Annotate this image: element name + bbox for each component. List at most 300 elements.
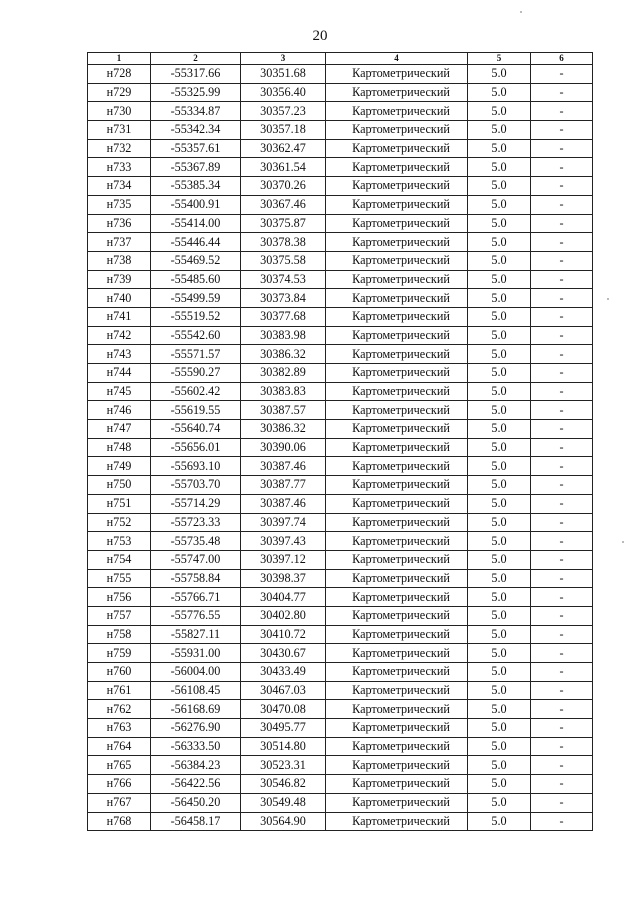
point-id-cell: н743: [88, 345, 151, 364]
table-row: [88, 681, 593, 700]
x-coordinate-cell: -56422.56: [151, 775, 241, 794]
y-coordinate-cell: 30523.31: [241, 756, 326, 775]
y-coordinate-cell: 30373.84: [241, 289, 326, 308]
point-id-cell: н768: [88, 812, 151, 831]
x-coordinate-cell: -55827.11: [151, 625, 241, 644]
y-coordinate-cell: 30383.83: [241, 382, 326, 401]
y-coordinate-cell: 30386.32: [241, 345, 326, 364]
accuracy-cell: 5.0: [468, 139, 531, 158]
note-cell: -: [531, 83, 593, 102]
x-coordinate-cell: -55693.10: [151, 457, 241, 476]
accuracy-cell: 5.0: [468, 289, 531, 308]
page-number: 20: [312, 28, 328, 44]
y-coordinate-cell: 30370.26: [241, 177, 326, 196]
y-coordinate-cell: 30378.38: [241, 233, 326, 252]
accuracy-cell: 5.0: [468, 177, 531, 196]
point-id-cell: н732: [88, 139, 151, 158]
y-coordinate-cell: 30356.40: [241, 83, 326, 102]
point-id-cell: н733: [88, 158, 151, 177]
x-coordinate-cell: -56168.69: [151, 700, 241, 719]
y-coordinate-cell: 30398.37: [241, 569, 326, 588]
accuracy-cell: 5.0: [468, 195, 531, 214]
x-coordinate-cell: -55723.33: [151, 513, 241, 532]
column-header: 4: [326, 53, 468, 65]
table-row: [88, 289, 593, 308]
method-cell: Картометрический: [326, 65, 468, 84]
x-coordinate-cell: -55747.00: [151, 550, 241, 569]
note-cell: -: [531, 233, 593, 252]
method-cell: Картометрический: [326, 83, 468, 102]
x-coordinate-cell: -55590.27: [151, 364, 241, 383]
point-id-cell: н751: [88, 494, 151, 513]
note-cell: -: [531, 719, 593, 738]
method-cell: Картометрический: [326, 737, 468, 756]
note-cell: -: [531, 139, 593, 158]
note-cell: -: [531, 214, 593, 233]
note-cell: -: [531, 606, 593, 625]
note-cell: -: [531, 569, 593, 588]
point-id-cell: н736: [88, 214, 151, 233]
method-cell: Картометрический: [326, 121, 468, 140]
method-cell: Картометрический: [326, 401, 468, 420]
x-coordinate-cell: -55735.48: [151, 532, 241, 551]
accuracy-cell: 5.0: [468, 606, 531, 625]
point-id-cell: н754: [88, 550, 151, 569]
note-cell: -: [531, 513, 593, 532]
note-cell: -: [531, 345, 593, 364]
x-coordinate-cell: -55342.34: [151, 121, 241, 140]
note-cell: -: [531, 289, 593, 308]
x-coordinate-cell: -55499.59: [151, 289, 241, 308]
method-cell: Картометрический: [326, 663, 468, 682]
note-cell: -: [531, 121, 593, 140]
x-coordinate-cell: -55542.60: [151, 326, 241, 345]
method-cell: Картометрический: [326, 420, 468, 439]
column-header: 5: [468, 53, 531, 65]
accuracy-cell: 5.0: [468, 401, 531, 420]
accuracy-cell: 5.0: [468, 476, 531, 495]
point-id-cell: н744: [88, 364, 151, 383]
method-cell: Картометрический: [326, 719, 468, 738]
note-cell: -: [531, 775, 593, 794]
note-cell: -: [531, 756, 593, 775]
table-row: [88, 606, 593, 625]
table-row: [88, 139, 593, 158]
y-coordinate-cell: 30357.18: [241, 121, 326, 140]
table-row: [88, 756, 593, 775]
point-id-cell: н738: [88, 251, 151, 270]
y-coordinate-cell: 30387.77: [241, 476, 326, 495]
point-id-cell: н756: [88, 588, 151, 607]
column-header: 3: [241, 53, 326, 65]
table-row: [88, 438, 593, 457]
x-coordinate-cell: -55619.55: [151, 401, 241, 420]
table-row: [88, 121, 593, 140]
table-row: [88, 307, 593, 326]
method-cell: Картометрический: [326, 364, 468, 383]
note-cell: -: [531, 270, 593, 289]
point-id-cell: н749: [88, 457, 151, 476]
accuracy-cell: 5.0: [468, 251, 531, 270]
y-coordinate-cell: 30387.57: [241, 401, 326, 420]
accuracy-cell: 5.0: [468, 550, 531, 569]
method-cell: Картометрический: [326, 382, 468, 401]
method-cell: Картометрический: [326, 270, 468, 289]
column-header: 6: [531, 53, 593, 65]
x-coordinate-cell: -55414.00: [151, 214, 241, 233]
y-coordinate-cell: 30549.48: [241, 793, 326, 812]
x-coordinate-cell: -55519.52: [151, 307, 241, 326]
method-cell: Картометрический: [326, 775, 468, 794]
table-row: [88, 588, 593, 607]
table-row: [88, 793, 593, 812]
x-coordinate-cell: -56333.50: [151, 737, 241, 756]
x-coordinate-cell: -55385.34: [151, 177, 241, 196]
y-coordinate-cell: 30514.80: [241, 737, 326, 756]
table-row: [88, 700, 593, 719]
accuracy-cell: 5.0: [468, 307, 531, 326]
note-cell: -: [531, 420, 593, 439]
method-cell: Картометрический: [326, 625, 468, 644]
point-id-cell: н766: [88, 775, 151, 794]
y-coordinate-cell: 30362.47: [241, 139, 326, 158]
y-coordinate-cell: 30433.49: [241, 663, 326, 682]
point-id-cell: н741: [88, 307, 151, 326]
point-id-cell: н728: [88, 65, 151, 84]
method-cell: Картометрический: [326, 644, 468, 663]
table-row: [88, 177, 593, 196]
table-row: [88, 719, 593, 738]
x-coordinate-cell: -55400.91: [151, 195, 241, 214]
x-coordinate-cell: -55325.99: [151, 83, 241, 102]
x-coordinate-cell: -55776.55: [151, 606, 241, 625]
note-cell: -: [531, 326, 593, 345]
y-coordinate-cell: 30375.58: [241, 251, 326, 270]
table-row: [88, 812, 593, 831]
table-row: [88, 513, 593, 532]
x-coordinate-cell: -55766.71: [151, 588, 241, 607]
y-coordinate-cell: 30495.77: [241, 719, 326, 738]
note-cell: -: [531, 307, 593, 326]
x-coordinate-cell: -55469.52: [151, 251, 241, 270]
note-cell: -: [531, 663, 593, 682]
note-cell: -: [531, 438, 593, 457]
note-cell: -: [531, 644, 593, 663]
note-cell: -: [531, 476, 593, 495]
point-id-cell: н750: [88, 476, 151, 495]
method-cell: Картометрический: [326, 457, 468, 476]
note-cell: -: [531, 737, 593, 756]
table-row: [88, 195, 593, 214]
y-coordinate-cell: 30375.87: [241, 214, 326, 233]
x-coordinate-cell: -55334.87: [151, 102, 241, 121]
accuracy-cell: 5.0: [468, 719, 531, 738]
method-cell: Картометрический: [326, 289, 468, 308]
accuracy-cell: 5.0: [468, 420, 531, 439]
accuracy-cell: 5.0: [468, 438, 531, 457]
table-row: [88, 663, 593, 682]
note-cell: -: [531, 382, 593, 401]
note-cell: -: [531, 793, 593, 812]
point-id-cell: н767: [88, 793, 151, 812]
y-coordinate-cell: 30397.12: [241, 550, 326, 569]
method-cell: Картометрический: [326, 233, 468, 252]
table-row: [88, 476, 593, 495]
x-coordinate-cell: -55446.44: [151, 233, 241, 252]
x-coordinate-cell: -56108.45: [151, 681, 241, 700]
accuracy-cell: 5.0: [468, 214, 531, 233]
y-coordinate-cell: 30397.74: [241, 513, 326, 532]
note-cell: -: [531, 457, 593, 476]
accuracy-cell: 5.0: [468, 812, 531, 831]
x-coordinate-cell: -55571.57: [151, 345, 241, 364]
table-row: [88, 401, 593, 420]
accuracy-cell: 5.0: [468, 364, 531, 383]
x-coordinate-cell: -56450.20: [151, 793, 241, 812]
method-cell: Картометрический: [326, 214, 468, 233]
method-cell: Картометрический: [326, 345, 468, 364]
method-cell: Картометрический: [326, 588, 468, 607]
note-cell: -: [531, 681, 593, 700]
x-coordinate-cell: -55367.89: [151, 158, 241, 177]
x-coordinate-cell: -55602.42: [151, 382, 241, 401]
coordinates-table: [87, 52, 593, 831]
y-coordinate-cell: 30374.53: [241, 270, 326, 289]
x-coordinate-cell: -55317.66: [151, 65, 241, 84]
note-cell: -: [531, 625, 593, 644]
point-id-cell: н757: [88, 606, 151, 625]
accuracy-cell: 5.0: [468, 233, 531, 252]
accuracy-cell: 5.0: [468, 102, 531, 121]
note-cell: -: [531, 532, 593, 551]
method-cell: Картометрический: [326, 756, 468, 775]
table-row: [88, 326, 593, 345]
y-coordinate-cell: 30467.03: [241, 681, 326, 700]
table-row: [88, 214, 593, 233]
method-cell: Картометрический: [326, 494, 468, 513]
method-cell: Картометрический: [326, 307, 468, 326]
accuracy-cell: 5.0: [468, 65, 531, 84]
accuracy-cell: 5.0: [468, 644, 531, 663]
x-coordinate-cell: -55656.01: [151, 438, 241, 457]
method-cell: Картометрический: [326, 513, 468, 532]
point-id-cell: н763: [88, 719, 151, 738]
point-id-cell: н740: [88, 289, 151, 308]
x-coordinate-cell: -56458.17: [151, 812, 241, 831]
table-row: [88, 737, 593, 756]
x-coordinate-cell: -56276.90: [151, 719, 241, 738]
y-coordinate-cell: 30430.67: [241, 644, 326, 663]
y-coordinate-cell: 30564.90: [241, 812, 326, 831]
y-coordinate-cell: 30410.72: [241, 625, 326, 644]
accuracy-cell: 5.0: [468, 737, 531, 756]
accuracy-cell: 5.0: [468, 625, 531, 644]
table-row: [88, 345, 593, 364]
note-cell: -: [531, 251, 593, 270]
method-cell: Картометрический: [326, 158, 468, 177]
table-row: [88, 550, 593, 569]
note-cell: -: [531, 195, 593, 214]
method-cell: Картометрический: [326, 569, 468, 588]
table-row: [88, 270, 593, 289]
y-coordinate-cell: 30382.89: [241, 364, 326, 383]
accuracy-cell: 5.0: [468, 775, 531, 794]
accuracy-cell: 5.0: [468, 121, 531, 140]
method-cell: Картометрический: [326, 102, 468, 121]
x-coordinate-cell: -55357.61: [151, 139, 241, 158]
x-coordinate-cell: -55714.29: [151, 494, 241, 513]
y-coordinate-cell: 30351.68: [241, 65, 326, 84]
method-cell: Картометрический: [326, 326, 468, 345]
accuracy-cell: 5.0: [468, 681, 531, 700]
table-row: [88, 382, 593, 401]
point-id-cell: н734: [88, 177, 151, 196]
point-id-cell: н735: [88, 195, 151, 214]
table-body: [88, 65, 593, 831]
point-id-cell: н752: [88, 513, 151, 532]
accuracy-cell: 5.0: [468, 326, 531, 345]
point-id-cell: н760: [88, 663, 151, 682]
method-cell: Картометрический: [326, 793, 468, 812]
y-coordinate-cell: 30397.43: [241, 532, 326, 551]
note-cell: -: [531, 550, 593, 569]
table-header-row: [88, 53, 593, 65]
column-header: 1: [88, 53, 151, 65]
point-id-cell: н742: [88, 326, 151, 345]
x-coordinate-cell: -56384.23: [151, 756, 241, 775]
accuracy-cell: 5.0: [468, 532, 531, 551]
accuracy-cell: 5.0: [468, 700, 531, 719]
method-cell: Картометрический: [326, 438, 468, 457]
table-row: [88, 569, 593, 588]
table-row: [88, 457, 593, 476]
scan-speck: [520, 11, 522, 13]
table-row: [88, 494, 593, 513]
table-row: [88, 102, 593, 121]
y-coordinate-cell: 30387.46: [241, 457, 326, 476]
method-cell: Картометрический: [326, 550, 468, 569]
point-id-cell: н729: [88, 83, 151, 102]
x-coordinate-cell: -55703.70: [151, 476, 241, 495]
accuracy-cell: 5.0: [468, 345, 531, 364]
accuracy-cell: 5.0: [468, 158, 531, 177]
column-header: 2: [151, 53, 241, 65]
y-coordinate-cell: 30361.54: [241, 158, 326, 177]
accuracy-cell: 5.0: [468, 270, 531, 289]
table-row: [88, 625, 593, 644]
x-coordinate-cell: -55485.60: [151, 270, 241, 289]
method-cell: Картометрический: [326, 606, 468, 625]
point-id-cell: н745: [88, 382, 151, 401]
accuracy-cell: 5.0: [468, 793, 531, 812]
point-id-cell: н746: [88, 401, 151, 420]
accuracy-cell: 5.0: [468, 588, 531, 607]
table-row: [88, 364, 593, 383]
point-id-cell: н753: [88, 532, 151, 551]
note-cell: -: [531, 65, 593, 84]
point-id-cell: н731: [88, 121, 151, 140]
accuracy-cell: 5.0: [468, 457, 531, 476]
x-coordinate-cell: -55758.84: [151, 569, 241, 588]
point-id-cell: н737: [88, 233, 151, 252]
accuracy-cell: 5.0: [468, 83, 531, 102]
y-coordinate-cell: 30546.82: [241, 775, 326, 794]
table-row: [88, 65, 593, 84]
note-cell: -: [531, 494, 593, 513]
point-id-cell: н747: [88, 420, 151, 439]
y-coordinate-cell: 30387.46: [241, 494, 326, 513]
point-id-cell: н730: [88, 102, 151, 121]
method-cell: Картометрический: [326, 195, 468, 214]
y-coordinate-cell: 30470.08: [241, 700, 326, 719]
table-row: [88, 532, 593, 551]
method-cell: Картометрический: [326, 139, 468, 158]
point-id-cell: н758: [88, 625, 151, 644]
point-id-cell: н748: [88, 438, 151, 457]
method-cell: Картометрический: [326, 812, 468, 831]
method-cell: Картометрический: [326, 532, 468, 551]
x-coordinate-cell: -55640.74: [151, 420, 241, 439]
note-cell: -: [531, 812, 593, 831]
y-coordinate-cell: 30367.46: [241, 195, 326, 214]
accuracy-cell: 5.0: [468, 663, 531, 682]
accuracy-cell: 5.0: [468, 756, 531, 775]
method-cell: Картометрический: [326, 177, 468, 196]
method-cell: Картометрический: [326, 476, 468, 495]
method-cell: Картометрический: [326, 251, 468, 270]
point-id-cell: н762: [88, 700, 151, 719]
y-coordinate-cell: 30377.68: [241, 307, 326, 326]
method-cell: Картометрический: [326, 681, 468, 700]
table-row: [88, 420, 593, 439]
accuracy-cell: 5.0: [468, 569, 531, 588]
y-coordinate-cell: 30404.77: [241, 588, 326, 607]
table-row: [88, 644, 593, 663]
table-row: [88, 233, 593, 252]
y-coordinate-cell: 30357.23: [241, 102, 326, 121]
y-coordinate-cell: 30383.98: [241, 326, 326, 345]
note-cell: -: [531, 102, 593, 121]
note-cell: -: [531, 588, 593, 607]
point-id-cell: н761: [88, 681, 151, 700]
y-coordinate-cell: 30402.80: [241, 606, 326, 625]
accuracy-cell: 5.0: [468, 513, 531, 532]
note-cell: -: [531, 158, 593, 177]
point-id-cell: н764: [88, 737, 151, 756]
accuracy-cell: 5.0: [468, 494, 531, 513]
note-cell: -: [531, 700, 593, 719]
y-coordinate-cell: 30390.06: [241, 438, 326, 457]
x-coordinate-cell: -56004.00: [151, 663, 241, 682]
point-id-cell: н765: [88, 756, 151, 775]
scan-speck: [622, 541, 624, 543]
point-id-cell: н755: [88, 569, 151, 588]
note-cell: -: [531, 177, 593, 196]
method-cell: Картометрический: [326, 700, 468, 719]
table-row: [88, 83, 593, 102]
table-row: [88, 158, 593, 177]
x-coordinate-cell: -55931.00: [151, 644, 241, 663]
point-id-cell: н759: [88, 644, 151, 663]
accuracy-cell: 5.0: [468, 382, 531, 401]
note-cell: -: [531, 364, 593, 383]
y-coordinate-cell: 30386.32: [241, 420, 326, 439]
note-cell: -: [531, 401, 593, 420]
table-row: [88, 251, 593, 270]
table-row: [88, 775, 593, 794]
scan-speck: [607, 298, 609, 300]
point-id-cell: н739: [88, 270, 151, 289]
